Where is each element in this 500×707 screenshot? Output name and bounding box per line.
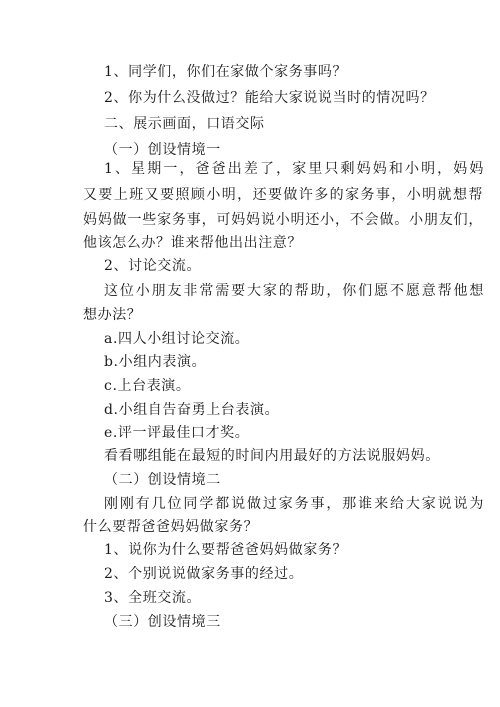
list-item: e.评一评最佳口才奖。 (104, 425, 250, 441)
text-line: 2、个别说说做家务事的经过。 (104, 566, 304, 582)
text-line: 1、同学们，你们在家做个家务事吗？ (104, 64, 348, 80)
text-line: 看看哪组能在最短的时间内用最好的方法说服妈妈。 (104, 448, 440, 464)
text-line: 想办法？ (83, 307, 142, 323)
subsection-heading: （二）创设情境二 (104, 472, 221, 488)
subsection-heading: （三）创设情境三 (104, 614, 221, 630)
list-item: b.小组内表演。 (104, 354, 207, 370)
text-line: 3、全班交流。 (104, 590, 202, 606)
text-line: 2、你为什么没做过？能给大家说说当时的情况吗？ (104, 90, 435, 106)
text-line: 2、讨论交流。 (104, 258, 202, 274)
text-line: 1、说你为什么要帮爸爸妈妈做家务？ (104, 542, 348, 558)
list-item: c.上台表演。 (104, 378, 191, 394)
text-line: 又要上班又要照顾小明，还要做许多的家务事，小明就想帮 (83, 187, 483, 203)
text-line: 什么要帮爸爸妈妈做家务？ (83, 519, 259, 535)
text-line: 这位小朋友非常需要大家的帮助，你们愿不愿意帮他想 (104, 283, 484, 299)
list-item: d.小组自告奋勇上台表演。 (104, 402, 280, 418)
text-line: 刚刚有几位同学都说做过家务事，那谁来给大家说说为 (104, 496, 484, 512)
section-heading: 二、展示画面，口语交际 (104, 116, 265, 132)
text-line: 他该怎么办？谁来帮他出出注意？ (83, 235, 302, 251)
subsection-heading: （一）创设情境一 (104, 142, 221, 158)
text-line: 妈妈做一些家务事，可妈妈说小明还小，不会做。小朋友们， (83, 212, 483, 228)
text-line: 1、星期一，爸爸出差了，家里只剩妈妈和小明，妈妈 (104, 161, 484, 177)
list-item: a.四人小组讨论交流。 (104, 331, 250, 347)
